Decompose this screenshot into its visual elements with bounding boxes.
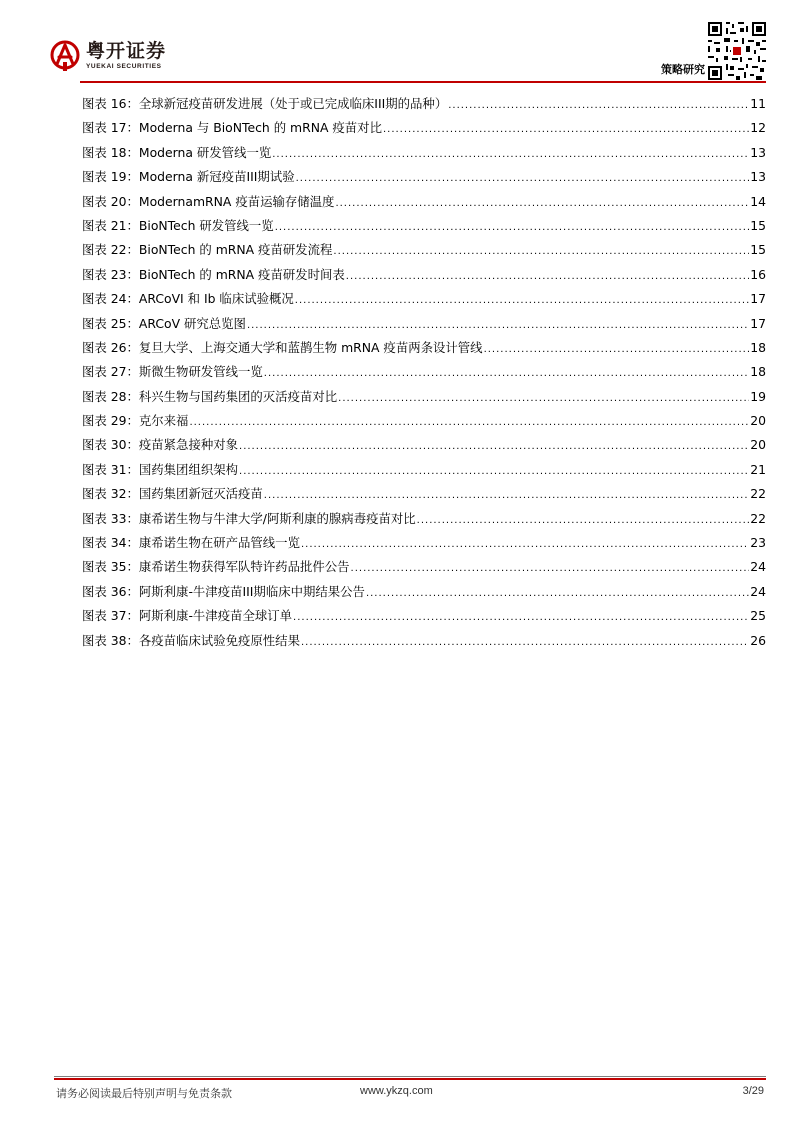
toc-dot-leader [264,366,749,382]
toc-entry-title: 图表 21：BioNTech 研发管线一览 [82,217,274,233]
toc-entry[interactable] [82,389,766,413]
toc-entry-page: 18 [750,364,766,380]
toc-dot-leader [301,537,749,553]
toc-dot-leader [296,171,750,187]
toc-dot-leader [351,561,750,577]
footer-divider [54,1076,766,1077]
toc-entry-title: 图表 31：国药集团组织架构 [82,461,239,477]
toc-dot-leader [295,293,749,309]
toc-entry-page: 11 [750,96,766,111]
report-section-label: 策略研究 [661,63,705,76]
toc-entry-page: 22 [750,486,766,502]
toc-entry[interactable] [82,96,766,120]
toc-entry-title: 图表 17：Moderna 与 BioNTech 的 mRNA 疫苗对比 [82,120,382,136]
toc-dot-leader [448,98,749,114]
toc-entry[interactable] [82,194,766,218]
toc-entry-page: 24 [750,583,766,599]
toc-entry[interactable] [82,559,766,583]
toc-entry[interactable] [82,267,766,291]
toc-entry[interactable] [82,120,766,144]
toc-entry-title: 图表 19：Moderna 新冠疫苗III期试验 [82,169,295,185]
footer-page-number: 3/29 [742,1085,764,1097]
toc-entry-page: 23 [750,535,766,551]
toc-entry-title: 图表 20：ModernamRNA 疫苗运输存储温度 [82,193,335,209]
qr-code-icon [708,22,766,80]
toc-dot-leader [383,122,749,138]
toc-entry-title: 图表 28：科兴生物与国药集团的灭活疫苗对比 [82,388,338,404]
header-divider [80,81,766,83]
toc-entry-title: 图表 37：阿斯利康-牛津疫苗全球订单 [82,608,293,624]
toc-dot-leader [264,488,749,504]
toc-entry[interactable] [82,608,766,632]
toc-entry[interactable] [82,413,766,437]
toc-dot-leader [335,196,749,212]
toc-entry[interactable] [82,218,766,242]
toc-entry-page: 17 [750,291,766,307]
toc-dot-leader [239,464,749,480]
toc-entry-page: 26 [750,632,766,648]
toc-entry-page: 15 [750,242,766,258]
toc-entry-title: 图表 35：康希诺生物获得军队特许药品批件公告 [82,559,350,575]
toc-entry-title: 图表 18：Moderna 研发管线一览 [82,144,272,160]
toc-entry-page: 16 [750,266,766,282]
toc-entry-title: 图表 33：康希诺生物与牛津大学/阿斯利康的腺病毒疫苗对比 [82,510,416,526]
toc-entry-page: 17 [750,315,766,331]
toc-entry[interactable] [82,364,766,388]
company-logo [50,40,190,74]
toc-entry-page: 20 [750,413,766,429]
toc-entry-page: 21 [750,461,766,477]
toc-entry-title: 图表 29：克尔来福 [82,413,189,429]
toc-entry-title: 图表 16：全球新冠疫苗研发进展（处于或已完成临床III期的品种） [82,96,448,111]
toc-entry[interactable] [82,316,766,340]
toc-entry-title: 图表 34：康希诺生物在研产品管线一览 [82,535,300,551]
toc-dot-leader [484,342,750,358]
table-of-figures [82,96,766,657]
toc-entry[interactable] [82,584,766,608]
toc-entry-page: 22 [750,510,766,526]
toc-entry-page: 18 [750,339,766,355]
page-header [0,0,800,90]
toc-dot-leader [346,269,749,285]
toc-dot-leader [293,610,749,626]
toc-dot-leader [272,147,749,163]
yuekai-logo-icon [50,40,80,72]
toc-dot-leader [338,391,749,407]
toc-entry[interactable] [82,291,766,315]
toc-entry[interactable] [82,535,766,559]
toc-dot-leader [247,318,749,334]
toc-entry-title: 图表 27：斯微生物研发管线一览 [82,364,263,380]
toc-entry-title: 图表 23：BioNTech 的 mRNA 疫苗研发时间表 [82,266,345,282]
toc-entry[interactable] [82,511,766,535]
toc-dot-leader [239,439,749,455]
footer-disclaimer: 请务必阅读最后特别声明与免责条款 [56,1087,232,1100]
toc-entry-page: 20 [750,437,766,453]
toc-entry-page: 15 [750,217,766,233]
footer-accent-bar [54,1078,766,1080]
toc-dot-leader [189,415,749,431]
toc-entry-title: 图表 32：国药集团新冠灭活疫苗 [82,486,263,502]
toc-dot-leader [275,220,750,236]
toc-entry-page: 24 [750,559,766,575]
toc-entry[interactable] [82,242,766,266]
toc-entry[interactable] [82,437,766,461]
toc-entry-page: 13 [750,144,766,160]
toc-entry-title: 图表 38：各疫苗临床试验免疫原性结果 [82,632,300,648]
toc-entry[interactable] [82,486,766,510]
footer-website: www.ykzq.com [360,1085,433,1097]
toc-entry[interactable] [82,145,766,169]
toc-entry[interactable] [82,340,766,364]
toc-entry-page: 12 [750,120,766,136]
toc-entry-page: 13 [750,169,766,185]
logo-english-name: YUEKAI SECURITIES [86,63,162,70]
toc-entry-title: 图表 36：阿斯利康-牛津疫苗III期临床中期结果公告 [82,583,365,599]
toc-entry-title: 图表 30：疫苗紧急接种对象 [82,437,239,453]
toc-dot-leader [333,244,749,260]
toc-dot-leader [417,513,750,529]
logo-chinese-name: 粤开证券 [86,40,167,62]
toc-entry[interactable] [82,169,766,193]
toc-entry[interactable] [82,633,766,657]
toc-dot-leader [301,635,749,651]
toc-entry-page: 19 [750,388,766,404]
toc-entry-title: 图表 24：ARCoVI 和 Ib 临床试验概况 [82,291,294,307]
toc-entry[interactable] [82,462,766,486]
toc-dot-leader [366,586,749,602]
toc-entry-title: 图表 26：复旦大学、上海交通大学和蓝鹊生物 mRNA 疫苗两条设计管线 [82,339,483,355]
toc-entry-title: 图表 22：BioNTech 的 mRNA 疫苗研发流程 [82,242,333,258]
toc-entry-page: 14 [750,193,766,209]
toc-entry-page: 25 [750,608,766,624]
toc-entry-title: 图表 25：ARCoV 研究总览图 [82,315,246,331]
